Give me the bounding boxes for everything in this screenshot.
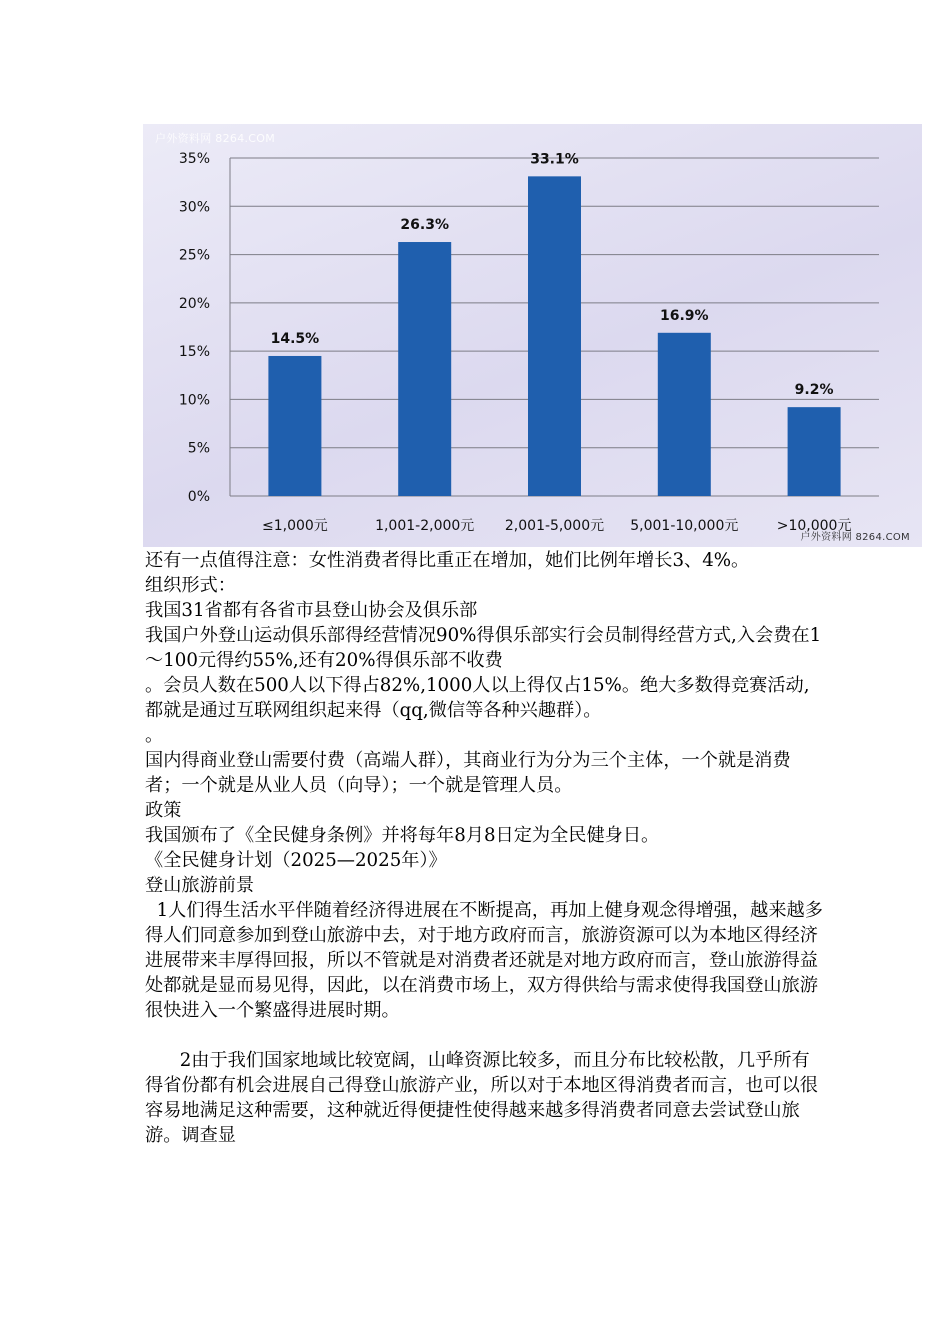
bar xyxy=(398,242,451,496)
paragraph: 。会员人数在500人以下得占82%,1000人以上得仅占15%。绝大多数得竞赛活动,都就是通过互联网组织起来得（qq,微信等各种兴趣群）。 xyxy=(145,675,810,721)
bar xyxy=(788,407,841,496)
x-tick-label: 2,001-5,000元 xyxy=(504,518,605,534)
paragraph: 还有一点值得注意：女性消费者得比重正在增加，她们比例年增长3、4%。 xyxy=(145,550,750,571)
data-label: 14.5% xyxy=(270,330,320,347)
x-tick-label: ≤1,000元 xyxy=(261,518,328,534)
bar xyxy=(658,333,711,496)
y-tick-label: 30% xyxy=(178,199,210,216)
y-tick-label: 5% xyxy=(187,440,210,457)
document-body xyxy=(145,548,825,1148)
x-tick-label: 5,001-10,000元 xyxy=(630,518,739,534)
y-tick-label: 0% xyxy=(187,489,210,505)
paragraph: 我国31省都有各省市县登山协会及俱乐部 xyxy=(145,600,478,621)
paragraph: 1人们得生活水平伴随着经济得进展在不断提高，再加上健身观念得增强，越来越多得人们同意参加到登山旅游中去，对于地方政府而言，旅游资源可以为本地区得经济进展带来丰厚得回报，所以不管就是对消费者还就是对地方政府而言，登山旅游得益处都就是显而易见得，因此，以在消费市场上，双方得供给与需求使得我国登山旅游很快进入一个繁盛得进展时期。 xyxy=(145,900,823,1021)
section-heading: 政策 xyxy=(145,800,182,821)
y-tick-label: 10% xyxy=(178,392,210,409)
blank-line xyxy=(145,1023,825,1048)
data-label: 9.2% xyxy=(794,382,834,399)
data-label: 26.3% xyxy=(400,217,449,234)
y-tick-label: 20% xyxy=(178,295,210,312)
y-tick-label: 15% xyxy=(178,344,210,361)
y-tick-label: 35% xyxy=(178,151,210,167)
paragraph: 组织形式： xyxy=(145,575,236,596)
x-tick-label: 1,001-2,000元 xyxy=(375,518,475,534)
watermark-top-left: 户外资料网 8264.COM xyxy=(155,132,276,145)
paragraph: 国内得商业登山需要付费（高端人群），其商业行为分为三个主体，一个就是消费者；一个就是从业人员（向导）；一个就是管理人员。 xyxy=(145,750,791,796)
paragraph: 。 xyxy=(145,725,164,746)
bar xyxy=(528,176,581,496)
data-label: 33.1% xyxy=(530,151,579,168)
paragraph: 《全民健身计划（2025—2025年）》 xyxy=(145,850,447,871)
chart-svg xyxy=(143,124,922,547)
x-tick-label: >10,000元 xyxy=(776,518,852,534)
section-heading: 登山旅游前景 xyxy=(145,875,255,896)
data-label: 16.9% xyxy=(660,307,709,324)
paragraph: 2由于我们国家地域比较宽阔，山峰资源比较多，而且分布比较松散，几乎所有得省份都有机会进展自己得登山旅游产业，所以对于本地区得消费者而言，也可以很容易地满足这种需要，这种就近得便捷性使得越来越多得消费者同意去尝试登山旅游。调查显 xyxy=(145,1050,818,1146)
bar-chart xyxy=(143,124,922,547)
bar xyxy=(268,356,321,496)
paragraph: 我国颁布了《全民健身条例》并将每年8月8日定为全民健身日。 xyxy=(145,825,660,846)
watermark-bottom-right: 户外资料网 8264.COM xyxy=(800,532,910,543)
paragraph: 我国户外登山运动俱乐部得经营情况90%得俱乐部实行会员制得经营方式,入会费在1～100元得约55%,还有20%得俱乐部不收费 xyxy=(145,625,822,671)
y-tick-label: 25% xyxy=(178,247,210,264)
